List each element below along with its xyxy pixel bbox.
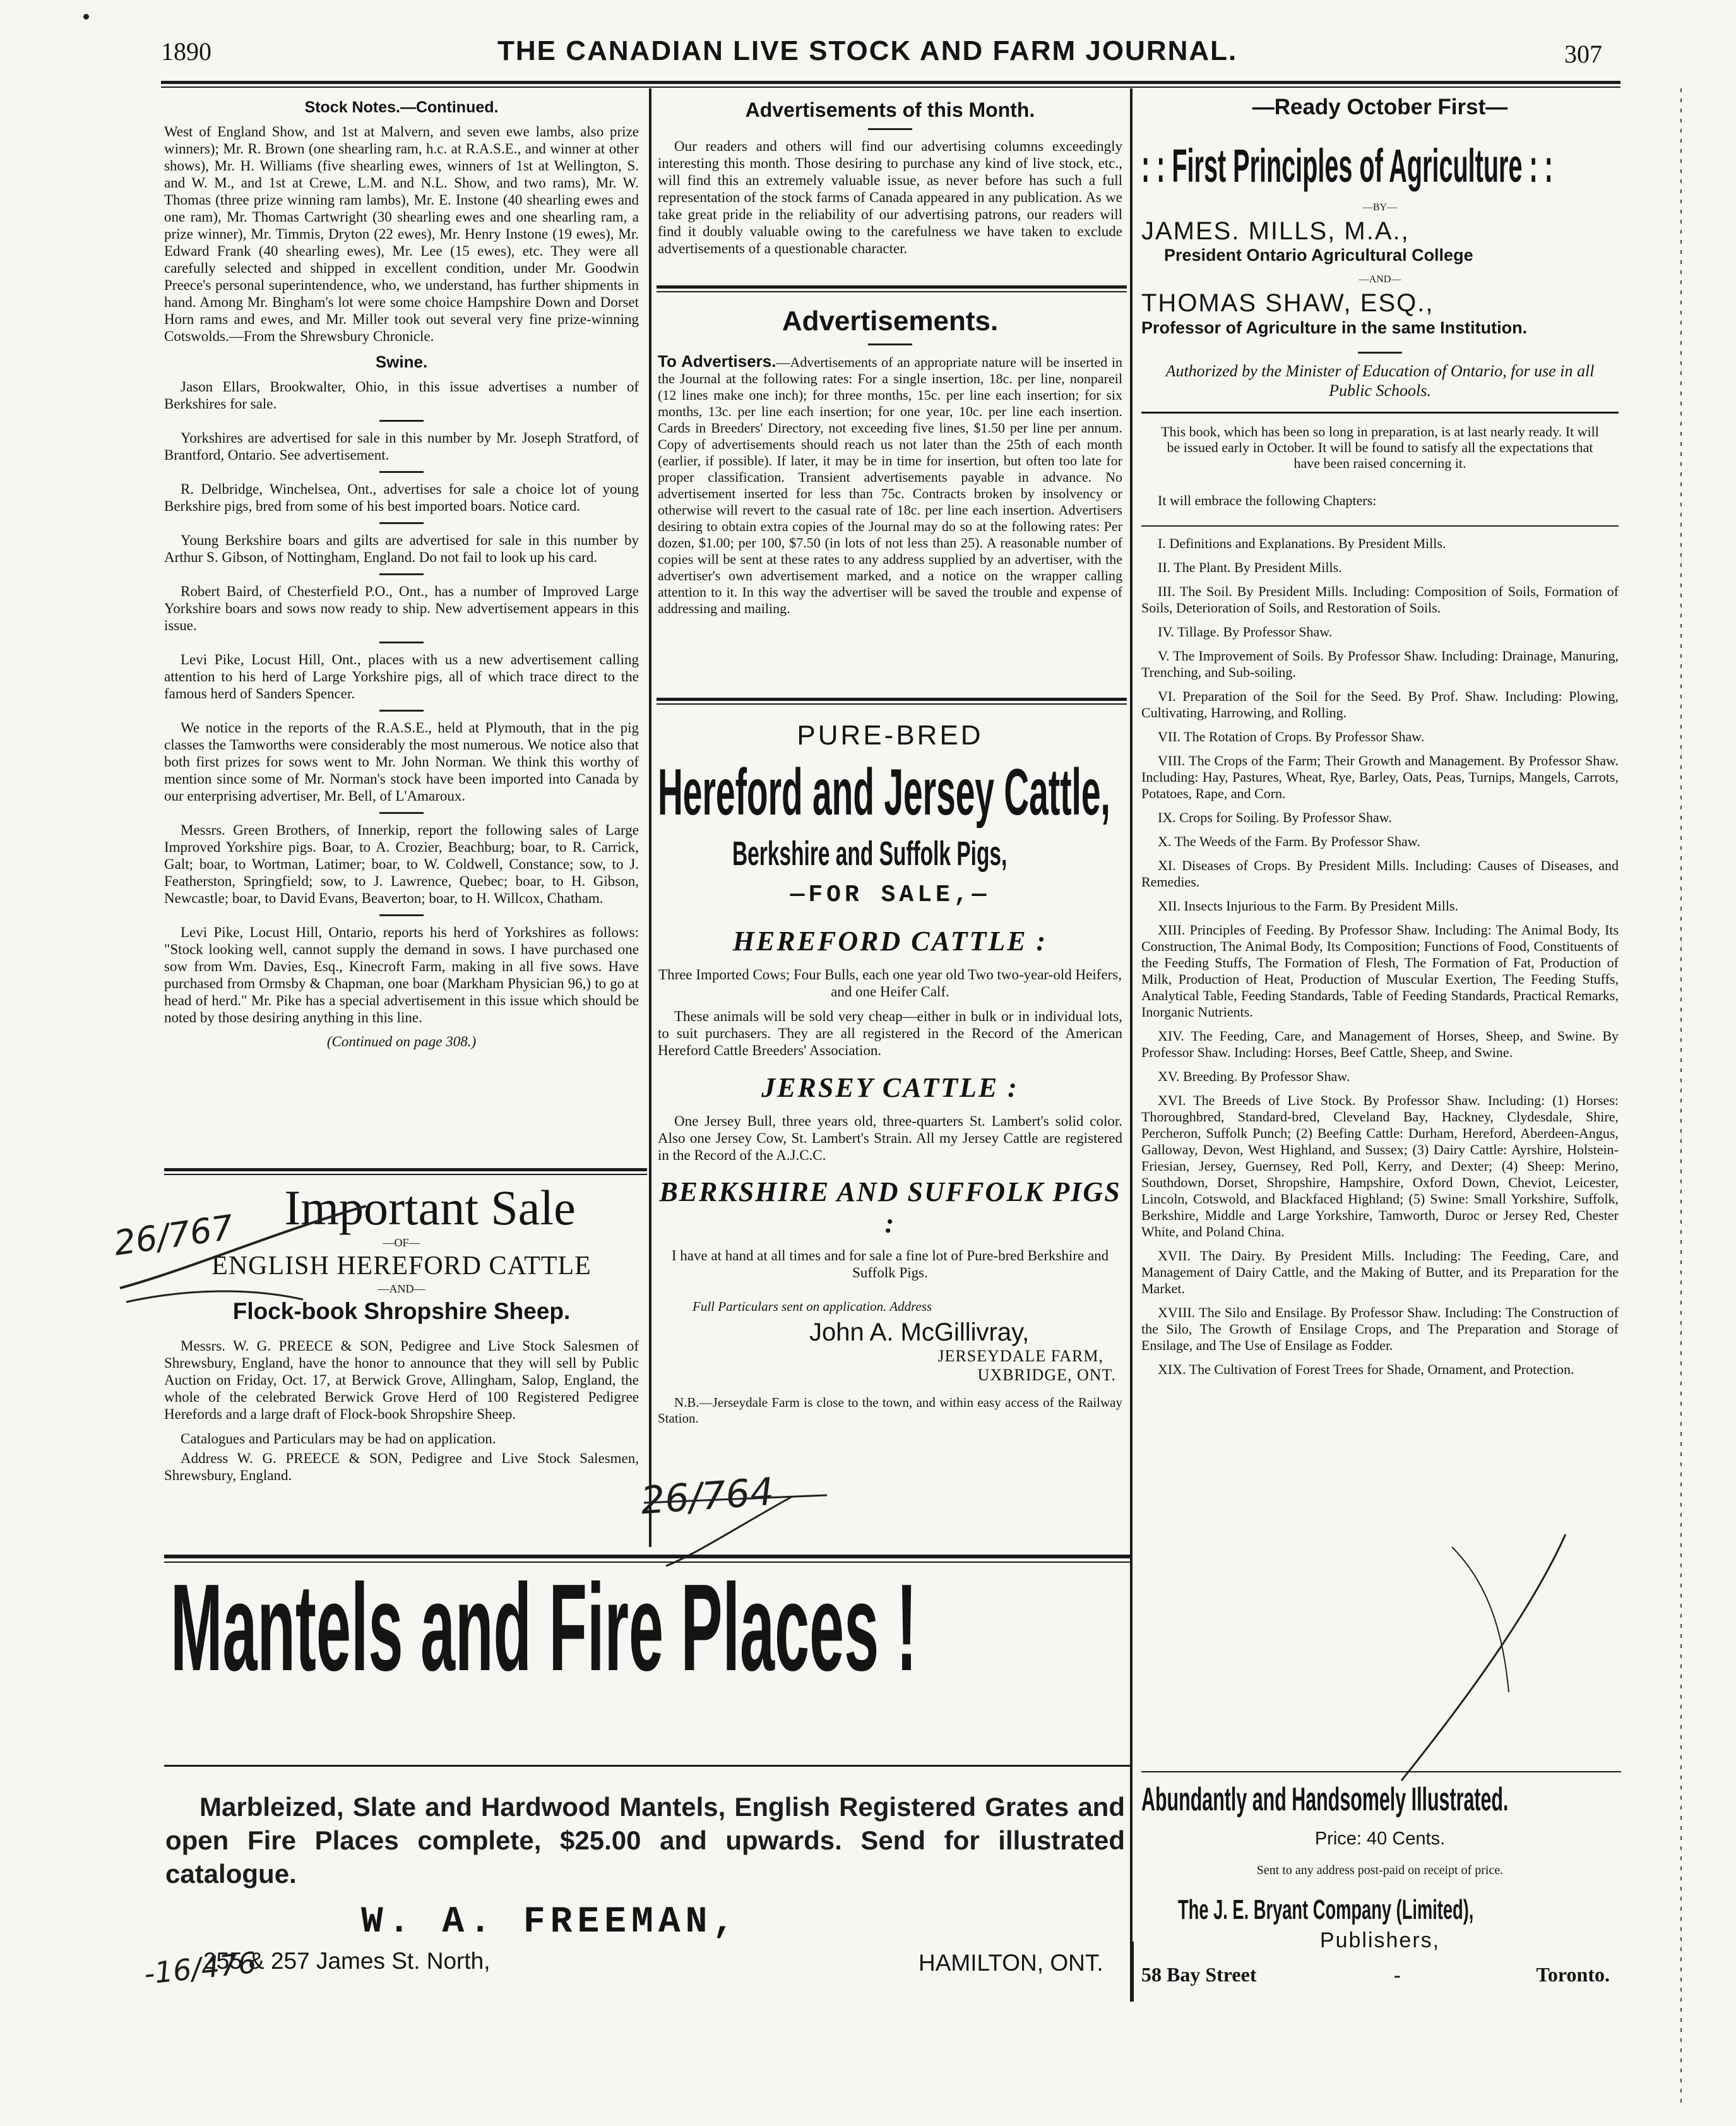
hereford-cattle-heading: HEREFORD CATTLE : <box>732 926 1048 957</box>
chapter-item: VIII. The Crops of the Farm; Their Growth and Management. By Professor Shaw. Including: Hay, Pastures, Wheat, Rye, Barley, Oats, Peas, Turnips, Mangels, Carrots, Potatoes, Rape, and Corn. <box>1141 753 1619 801</box>
advertisements-lead: To Advertisers. <box>658 352 776 371</box>
chapter-item: VII. The Rotation of Crops. By Professor Shaw. <box>1158 729 1425 744</box>
for-sale-label: —FOR SALE,— <box>790 881 990 909</box>
page-edge-mark <box>1672 88 1691 2109</box>
sent-post-paid: Sent to any address post-paid on receipt of price. <box>1256 1863 1504 1877</box>
sale-and: —AND— <box>378 1282 425 1295</box>
separator <box>379 642 424 643</box>
pencil-mark <box>1376 1528 1578 1793</box>
publisher-street: 58 Bay Street <box>1141 1963 1257 1986</box>
advertisements-section <box>658 302 1122 696</box>
separator <box>379 471 424 473</box>
chapter-item: IV. Tillage. By Professor Shaw. <box>1158 624 1333 640</box>
sale-body: Messrs. W. G. PREECE & SON, Pedigree and Live Stock Salesmen of Shrewsbury, England, have the honor to announce that they will sell by Public Auction on Friday, Oct. 17, at Berwick Grove, Allingham, Salop, England, the whole of the celebrated Berwick Grove Herd of 100 Registered Pedigree Herefords and a large draft of Flock-book Shropshire Sheep. <box>164 1338 639 1422</box>
advertisements-body <box>658 353 1122 617</box>
chapter-item: II. The Plant. By President Mills. <box>1158 559 1342 575</box>
mantels-body: Marbleized, Slate and Hardwood Mantels, English Registered Grates and open Fire Places complete, $25.00 and upwards. Send for illustrated catalogue. <box>165 1792 1125 1889</box>
separator <box>1358 352 1402 354</box>
book-ordering-block <box>1141 1781 1619 2002</box>
hereford-jersey-ad <box>658 720 1122 1541</box>
chapter-item: VI. Preparation of the Soil for the Seed. By Prof. Shaw. Including: Plowing, Cultivating, Harrowing, and Rolling. <box>1141 688 1619 720</box>
header-rule-thin <box>161 87 1620 88</box>
author-shaw: THOMAS SHAW, ESQ., <box>1141 289 1434 317</box>
by-label: —BY— <box>1362 202 1398 213</box>
book-intro: This book, which has been so long in preparation, is at last nearly ready. It will be issued early in October. It will be found to satisfy all the expectations that have been raised concerning it. <box>1161 424 1599 471</box>
stock-notes-paragraph: West of England Show, and 1st at Malvern, and seven ewe lambs, also prize winners); Mr. R. Brown (one shearling ram, h.c. at R.A.S.E., and winner at other shows), Mr. H. Williams (five shearling ewes, winners of 1st at Wellington, S. and W. M., and 1st at Crewe, L.M. and N.L. Show, and two rams), Mr. W. Thomas (three prize winning ram lambs), Mr. E. Instone (40 shearling ewes and one ram), Mr. Thomas Cartwright (30 shearling ewes and one shearling ram, a prize winner), Mr. Timmis, Dryton (22 ewes), Mr. Henry Instone (19 ewes), Mr. Edward Frank (40 shearling ewes), Mr. Lee (15 ewes), etc. They were all carefully selected and shipped in excellent condition, under Mr. Goodwin Preece's personal superintendence, who, we understand, has further shipments in hand. Among Mr. Bingham's lot were some choice Hampshire Down and Dorset Horn rams and ewes, and Mr. Miller took out several very fine prize-winning Cotswolds.—From the Shrewsbury Chronicle. <box>164 124 639 344</box>
purebred-label: PURE-BRED <box>797 720 984 751</box>
publishers-label: Publishers, <box>1319 1928 1441 1952</box>
header-rule <box>161 81 1620 84</box>
chapter-item: X. The Weeds of the Farm. By Professor Shaw. <box>1158 833 1420 849</box>
swine-note: Messrs. Green Brothers, of Innerkip, report the following sales of Large Improved Yorkshire pigs. Boar, to A. Crozier, Beachburg; boar, to R. Carrick, Galt; boar, to Wortman, Latimer; boar, to W. Coldwell, Constance; sow, to J. Featherston, Springfield; sow, to J. Lawrence, Quebec; boar, to H. Gibson, Newcastle; boar, to David Evans, Beaverton; boar, to H. Willcox, Chatham. <box>164 822 639 906</box>
chapter-item: IX. Crops for Soiling. By Professor Shaw. <box>1158 809 1392 825</box>
hereford-title: Hereford and Jersey Cattle, <box>658 756 1110 829</box>
column-divider-left <box>649 88 651 1547</box>
chapter-item: I. Definitions and Explanations. By President Mills. <box>1158 535 1446 551</box>
rule <box>657 703 1127 705</box>
chapter-item: V. The Improvement of Soils. By Professor Shaw. Including: Drainage, Manuring, Trenching, and Sub-soiling. <box>1141 648 1619 680</box>
advertiser-town: UXBRIDGE, ONT. <box>977 1366 1116 1384</box>
swine-note: R. Delbridge, Winchelsea, Ont., advertises for sale a choice lot of young Berkshire pigs, bred from some of his best imported boars. Notice card. <box>164 481 639 514</box>
rule <box>1141 412 1619 414</box>
header-title: THE CANADIAN LIVE STOCK AND FARM JOURNAL. <box>497 35 1238 66</box>
swine-note: Robert Baird, of Chesterfield P.O., Ont., has a number of Improved Large Yorkshire boars and sows now ready to ship. New advertisement appears in this issue. <box>164 583 639 633</box>
advertisements-heading: Advertisements. <box>782 306 999 337</box>
freeman-street: 255 & 257 James St. North, <box>203 1948 490 1974</box>
swine-note: Levi Pike, Locust Hill, Ont., places with us a new advertisement calling attention to his herd of Large Yorkshire pigs, all of which trace direct to the famous herd of Sanders Spencer. <box>164 652 639 702</box>
mantels-top-rule-thin <box>164 1562 1130 1563</box>
swine-note: Yorkshires are advertised for sale in this number by Mr. Joseph Stratford, of Brantford, Ontario. See advertisement. <box>164 430 639 463</box>
publisher-city: Toronto. <box>1536 1963 1610 1986</box>
chapter-item: XVI. The Breeds of Live Stock. By Professor Shaw. Including: (1) Horses: Thoroughbred, Standard-bred, Cleveland Bay, Hackney, Clydesdale, Shire, Percheron, Suffolk Punch; (2) Beefing Cattle: Durham, Hereford, Aberdeen-Angus, Galloway, Devon, West Highland, and Sussex; (3) Dairy Cattle: Ayrshire, Holstein-Friesian, Jersey, Guernsey, Red Poll, Kerry, and Dexter; (4) Sheep: Merino, Southdown, Dorset, Shropshire, Hampshire, Oxford Down, Cheviot, Leicester, Lincoln, Cotswold, and Blackfaced Highland; (5) Swine: Small Yorkshire, Suffolk, Berkshire, Middle and Large Yorkshire, Tamworth, Duroc or Jersey Red, Chester White, and Poland China. <box>1141 1092 1619 1239</box>
chapter-item: XVIII. The Silo and Ensilage. By Professor Shaw. Including: The Construction of the Silo, The Growth of Ensilage Crops, and The Preparation and Storage of Ensilage, and The Use of Ensilage as Fodder. <box>1141 1305 1619 1353</box>
sale-catalogues: Catalogues and Particulars may be had on application. <box>181 1431 496 1447</box>
and-label: —AND— <box>1358 274 1401 285</box>
separator <box>379 573 424 575</box>
rule <box>657 291 1127 292</box>
book-title: : : First Principles of Agriculture : : <box>1141 140 1553 192</box>
rule <box>657 698 1127 701</box>
jersey-cattle-body: One Jersey Bull, three years old, three-quarters St. Lambert's solid color. Also one Jersey Cow, St. Lambert's Strain. All my Jersey Cattle are registered in the Record of the A.J.C.C. <box>658 1113 1122 1163</box>
swine-note: Young Berkshire boars and gilts are advertised for sale in this number by Arthur S. Gibson, of Nottingham, England. Do not fail to look up his card. <box>164 532 639 565</box>
sale-top-rule-thin <box>164 1174 647 1175</box>
stock-notes-column <box>164 95 639 1162</box>
chapter-item: XIII. Principles of Feeding. By Professor Shaw. Including: The Animal Body, Its Construction, The Animal Body, Its Composition; Functions of Food, Constituents of the Feeding Stuffs, The Formation of Flesh, The Formation of Fat, Production of Milk, Production of Heat, Production of Muscular Exertion, The Feeding Stuffs, Analytical Table, Feeding Standards, Table of Feeding Standards, Practical Remarks, Inorganic Nutrients. <box>1141 922 1619 1020</box>
chapter-item: XV. Breeding. By Professor Shaw. <box>1158 1068 1350 1084</box>
separator <box>379 710 424 712</box>
chapter-item: XVII. The Dairy. By President Mills. Including: The Feeding, Care, and Management of Dairy Cattle, and the Making of Butter, and its Preparation for the Market. <box>1141 1248 1619 1296</box>
sale-line-shropshire: Flock-book Shropshire Sheep. <box>232 1298 571 1324</box>
chapter-item: III. The Soil. By President Mills. Including: Composition of Soils, Formation of Soils, Deterioration of Soils, and Restoration of Soils. <box>1141 583 1619 616</box>
rule <box>657 285 1127 289</box>
author-shaw-role: Professor of Agriculture in the same Institution. <box>1141 318 1528 337</box>
ads-month-body: Our readers and others will find our advertising columns exceedingly interesting this month. Those desiring to purchase any kind of live stock, etc., will find this an extremely valuable issue, as never before has such a full representation of the stock farms of Canada appeared in any publication. As we take great pride in the reliability of our advertising patrons, our readers will find it doubly valuable owing to the carefulness we have taken to exclude advertisements of a questionable character. <box>658 138 1122 256</box>
swine-note: We notice in the reports of the R.A.S.E., held at Plymouth, that in the pig classes the Tamworths were considerably the most numerous. We notice also that both first prizes for sows went to Mr. John Norman. We think this worthy of mention since some of Mr. Norman's stock have been imported into Canada by our enterprising advertiser, Mr. Bell, of L'Amaroux. <box>164 720 639 804</box>
advertiser-name: John A. McGillivray, <box>809 1318 1030 1346</box>
hereford-subtitle: Berkshire and Suffolk Pigs, <box>732 835 1008 873</box>
advertiser-farm: JERSEYDALE FARM, <box>937 1347 1103 1365</box>
freeman-city: HAMILTON, ONT. <box>919 1950 1103 1976</box>
rule <box>164 1765 1130 1767</box>
header-year: 1890 <box>161 37 211 66</box>
ready-label: —Ready October First— <box>1252 95 1508 119</box>
chapter-item: XIV. The Feeding, Care, and Management of Horses, Sheep, and Swine. By Professor Shaw. Including: Horses, Beef Cattle, Sheep, and Swine. <box>1141 1028 1619 1060</box>
rule <box>1141 525 1619 527</box>
chapter-item: XII. Insects Injurious to the Farm. By President Mills. <box>1158 898 1459 914</box>
rule <box>1131 1942 1134 2002</box>
hereford-cattle-body-2: These animals will be sold very cheap—either in bulk or in individual lots, to suit purchasers. They are all registered in the Record of the American Hereford Cattle Breeders' Association. <box>658 1008 1122 1058</box>
column-divider-right <box>1130 88 1133 2002</box>
handwritten-number: -16/476 <box>142 1945 258 1992</box>
sale-line-hereford: ENGLISH HEREFORD CATTLE <box>211 1251 592 1281</box>
full-particulars: Full Particulars sent on application. Address <box>693 1299 932 1314</box>
pencil-mark <box>111 1193 379 1313</box>
swine-heading: Swine. <box>375 352 428 371</box>
ads-month-section <box>658 95 1122 284</box>
advertisements-text: —Advertisements of an appropriate nature will be inserted in the Journal at the following rates: For a single insertion, 18c. per line, nonpareil (12 lines make one inch); for three months, 15c. per line each insertion; for six months, 13c. per line each insertion; for one year, 10c. per line each insertion. Cards in Breeders' Directory, not exceeding five lines, $1.50 per line per annum. Copy of advertisements should reach us not later than the 25th of each month (earlier, if possible). If later, it may be in time for insertion, but often too late for proper classification. Transient advertisements payable in advance. No advertisement inserted for less than 75c. Contracts broken by insolvency or otherwise will revert to the casual rate of 18c. per line each insertion. Advertisers desiring to obtain extra copies of the Journal may do so at the following rates: Per dozen, $1.00; per 100, $7.50 (in lots of not less than 25). A reasonable number of copies will be sent at these rates to any address supplied by an advertiser, with the advertiser's own advertisement marked, and a notice on the wrapper calling attention to it. In this way the advertiser will be saved the trouble and expense of addressing and mailing. <box>658 354 1122 616</box>
mantels-top-rule <box>164 1555 1130 1558</box>
handwritten-number: 26/767 <box>111 1207 236 1263</box>
advertiser-nb: N.B.—Jerseydale Farm is close to the town, and within easy access of the Railway Station. <box>658 1395 1122 1426</box>
separator <box>379 522 424 524</box>
sale-of: —OF— <box>383 1236 420 1249</box>
stock-notes-heading: Stock Notes.—Continued. <box>304 99 499 116</box>
berkshire-suffolk-body: I have at hand at all times and for sale a fine lot of Pure-bred Berkshire and Suffolk Pigs. <box>671 1248 1109 1281</box>
hereford-cattle-body: Three Imported Cows; Four Bulls, each one year old Two two-year-old Heifers, and one Heifer Calf. <box>658 967 1122 1000</box>
header-page-number: 307 <box>1564 40 1602 68</box>
illustrated-label: Abundantly and Handsomely Illustrated. <box>1141 1781 1509 1818</box>
book-price: Price: 40 Cents. <box>1314 1829 1446 1849</box>
sale-top-rule <box>164 1168 647 1171</box>
jersey-cattle-heading: JERSEY CATTLE : <box>761 1072 1019 1103</box>
authorized-note: Authorized by the Minister of Education of Ontario, for use in all Public Schools. <box>1165 362 1595 400</box>
publisher-company: The J. E. Bryant Company (Limited), <box>1178 1894 1474 1925</box>
separator <box>868 128 912 130</box>
chapter-item: XIX. The Cultivation of Forest Trees for Shade, Ornament, and Protection. <box>1158 1361 1574 1377</box>
author-mills: JAMES. MILLS, M.A., <box>1141 217 1410 245</box>
sale-address: Address W. G. PREECE & SON, Pedigree and Live Stock Salesmen, Shrewsbury, England. <box>164 1450 639 1483</box>
mantels-title: Mantels and Fire Places ! <box>170 1566 917 1689</box>
sale-title: Important Sale <box>284 1181 576 1235</box>
handwritten-number: 26/764 <box>639 1469 776 1524</box>
swine-note: Levi Pike, Locust Hill, Ontario, reports his herd of Yorkshires as follows: "Stock looking well, cannot supply the demand in sows. I have purchased one sow from Wm. Davies, Esq., Kinecroft Farm, making in all five sows. Have purchased from Ormsby & Chapman, one boar (Markham Physician 96,) to go at head of herd." Mr. Pike has a special advertisement in this issue which should be noted by those desiring anything in this line. <box>164 924 639 1025</box>
chapter-list <box>1141 535 1619 1378</box>
chapter-item: XI. Diseases of Crops. By President Mills. Including: Causes of Diseases, and Remedies. <box>1141 857 1619 890</box>
freeman-name: W. A. FREEMAN, <box>361 1902 740 1943</box>
separator <box>379 812 424 814</box>
ads-month-heading: Advertisements of this Month. <box>745 99 1035 121</box>
scan-speck <box>83 14 89 20</box>
separator <box>379 420 424 422</box>
swine-note: Jason Ellars, Brookwalter, Ohio, in this issue advertises a number of Berkshires for sale. <box>164 379 639 412</box>
berkshire-suffolk-heading: BERKSHIRE AND SUFFOLK PIGS : <box>659 1176 1121 1239</box>
mantels-title-block <box>170 1566 1127 1689</box>
rule <box>1141 1771 1621 1772</box>
pencil-mark <box>641 1490 830 1579</box>
continued-note: (Continued on page 308.) <box>326 1034 477 1049</box>
separator <box>379 914 424 916</box>
separator <box>868 343 912 345</box>
address-dash: - <box>1394 1963 1401 1986</box>
chapters-intro: It will embrace the following Chapters: <box>1158 493 1377 508</box>
author-mills-role: President Ontario Agricultural College <box>1164 246 1473 265</box>
